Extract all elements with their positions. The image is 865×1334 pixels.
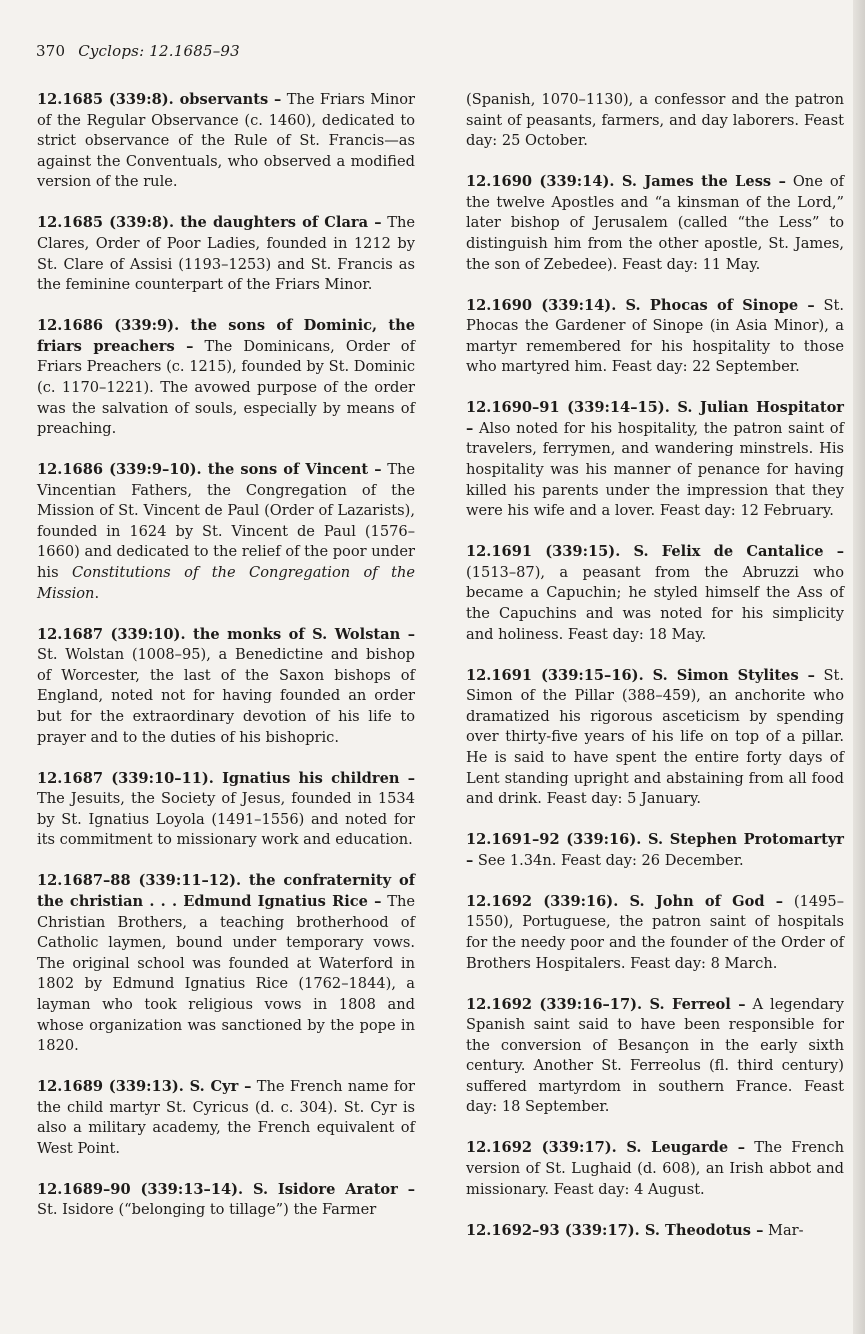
annotation-entry — [466, 830, 844, 871]
entry-heading: 12.1692 (339:16). S. John of God – — [466, 892, 784, 910]
annotation-entry — [37, 90, 415, 193]
entry-heading: 12.1687 (339:10–11). Ignatius his children – — [37, 769, 415, 787]
entry-description: The Vincentian Fathers, the Congregation of the Mission of St. Vincent de Paul (Order of Lazarists), founded in 1624 by St. Vincent de Paul (1576–1660) and dedicated to the relief of the poor under his — [37, 461, 415, 582]
annotation-entry — [37, 316, 415, 440]
entry-description: The Friars Minor of the Regular Observance (c. 1460), dedicated to strict observance of the Rule of St. Francis—as against the Conventuals, who observed a modified version of the rule. — [37, 91, 415, 191]
annotation-entry — [466, 1221, 844, 1242]
annotation-entry — [37, 1077, 415, 1159]
entry-description-tail: . — [94, 584, 100, 602]
entry-description: Also noted for his hospitality, the patron saint of travelers, ferrymen, and wandering minstrels. His hospitality was his manner of penance for having killed his parents under the impression that they were his wife and a lover. Feast day: 12 February. — [466, 419, 844, 520]
annotation-entry — [37, 625, 415, 749]
left-column — [37, 90, 415, 1241]
annotation-entry — [37, 1180, 415, 1221]
entry-description: The French name for the child martyr St. Cyricus (d. c. 304). St. Cyr is also a military academy, the French equivalent of West Point. — [37, 1078, 415, 1157]
entry-heading: 12.1691 (339:15). S. Felix de Cantalice – — [466, 543, 844, 561]
annotation-entry — [466, 666, 844, 810]
right-column — [466, 90, 844, 1262]
entry-heading: 12.1690 (339:14). S. Phocas of Sinope – — [466, 296, 815, 314]
entry-description: St. Isidore (“belonging to tillage”) the Farmer — [37, 1201, 377, 1219]
entry-description: St. Wolstan (1008–95), a Benedictine and bishop of Worcester, the last of the Saxon bishops of England, noted not for having founded an order but for the extraordinary devotion of his life to prayer and to the duties of his bishopric. — [37, 646, 415, 746]
entry-work-title: Constitutions of the Congregation of the Mission — [37, 564, 415, 602]
annotation-entry — [466, 296, 844, 378]
annotation-entry — [466, 1138, 844, 1200]
entry-description: A legendary Spanish saint said to have been responsible for the conversion of Besançon in the early sixth century. Another St. Ferreolus (fl. third century) suffered martyrdom in southern France. Feast day: 18 September. — [466, 995, 844, 1116]
annotation-entry — [466, 398, 844, 522]
annotation-entry — [37, 769, 415, 851]
entry-heading: 12.1687–88 (339:11–12). the confraternity of the christian . . . Edmund Ignatius Rice – — [37, 872, 415, 910]
annotation-entry — [37, 213, 415, 295]
annotation-entry — [466, 90, 844, 152]
annotation-entry — [466, 542, 844, 645]
entry-description: The Jesuits, the Society of Jesus, founded in 1534 by St. Ignatius Loyola (1491–1556) and noted for its commitment to missionary work and education. — [37, 790, 415, 849]
entry-heading: 12.1689–90 (339:13–14). S. Isidore Arator – — [37, 1180, 415, 1198]
entry-heading: 12.1685 (339:8). observants – — [37, 91, 282, 108]
entry-heading: 12.1692 (339:17). S. Leugarde – — [466, 1139, 746, 1157]
entry-description: (1495–1550), Portuguese, the patron saint of hospitals for the needy poor and the founder of the Order of Brothers Hospitalers. Feast day: 8 March. — [466, 892, 844, 972]
running-title: Cyclops: 12.1685–93 — [78, 42, 240, 60]
entry-heading: 12.1687 (339:10). the monks of S. Wolstan – — [37, 625, 415, 643]
annotation-entry — [466, 892, 844, 974]
page-number: 370 — [36, 42, 66, 60]
entry-heading: 12.1690–91 (339:14–15). S. Julian Hospitator – — [466, 399, 844, 437]
entry-heading: 12.1691 (339:15–16). S. Simon Stylites – — [466, 666, 815, 684]
annotation-entry — [37, 871, 415, 1056]
entry-description: (1513–87), a peasant from the Abruzzi who became a Capuchin; he styled himself the Ass of the Capuchins and was noted for his simplicity and holiness. Feast day: 18 May. — [466, 563, 844, 643]
entry-heading: 12.1685 (339:8). the daughters of Clara – — [37, 214, 382, 232]
entry-description: See 1.34n. Feast day: 26 December. — [473, 851, 744, 869]
page-edge-shadow — [853, 0, 865, 1334]
annotation-entry — [37, 460, 415, 604]
entry-description: The Clares, Order of Poor Ladies, founded in 1212 by St. Clare of Assisi (1193–1253) and St. Francis as the feminine counterpart of the Friars Minor. — [37, 214, 415, 294]
entry-heading: 12.1690 (339:14). S. James the Less – — [466, 173, 786, 191]
entry-description: The Dominicans, Order of Friars Preachers (c. 1215), founded by St. Dominic (c. 1170–1221). The avowed purpose of the order was the salvation of souls, especially by means of preaching. — [37, 337, 415, 438]
entry-heading: 12.1686 (339:9–10). the sons of Vincent – — [37, 461, 382, 479]
entry-heading: 12.1689 (339:13). S. Cyr – — [37, 1078, 252, 1096]
entry-description: St. Phocas the Gardener of Sinope (in Asia Minor), a martyr remembered for his hospitality to those who martyred him. Feast day: 22 September. — [466, 296, 845, 376]
entry-description: The French version of St. Lughaid (d. 608), an Irish abbot and missionary. Feast day: 4 August. — [466, 1139, 844, 1198]
annotation-entry — [466, 995, 844, 1119]
entry-description: One of the twelve Apostles and “a kinsman of the Lord,” later bishop of Jerusalem (called “the Less” to distinguish him from the other apostle, St. James, the son of Zebedee). Feast day: 11 May. — [466, 173, 845, 273]
entry-heading: 12.1691–92 (339:16). S. Stephen Protomartyr – — [466, 831, 844, 869]
entry-description: The Christian Brothers, a teaching brotherhood of Catholic laymen, bound under temporary vows. The original school was founded at Waterford in 1802 by Edmund Ignatius Rice (1762–1844), a layman who took religious vows in 1808 and whose organization was sanctioned by the pope in 1820. — [37, 892, 415, 1055]
entry-description: St. Simon of the Pillar (388–459), an anchorite who dramatized his rigorous asceticism by spending over thirty-five years of his life on top of a pillar. He is said to have spent the entire forty days of Lent standing upright and abstaining from all food and drink. Feast day: 5 January. — [466, 666, 844, 808]
entry-heading: 12.1692–93 (339:17). S. Theodotus – — [466, 1221, 764, 1239]
entry-description: Mar- — [763, 1221, 804, 1239]
entry-description: (Spanish, 1070–1130), a confessor and the patron saint of peasants, farmers, and day laborers. Feast day: 25 October. — [466, 91, 844, 150]
entry-heading: 12.1692 (339:16–17). S. Ferreol – — [466, 995, 746, 1013]
running-head — [36, 42, 240, 60]
entry-heading: 12.1686 (339:9). the sons of Dominic, the friars preachers – — [37, 317, 415, 355]
annotation-entry — [466, 172, 844, 275]
